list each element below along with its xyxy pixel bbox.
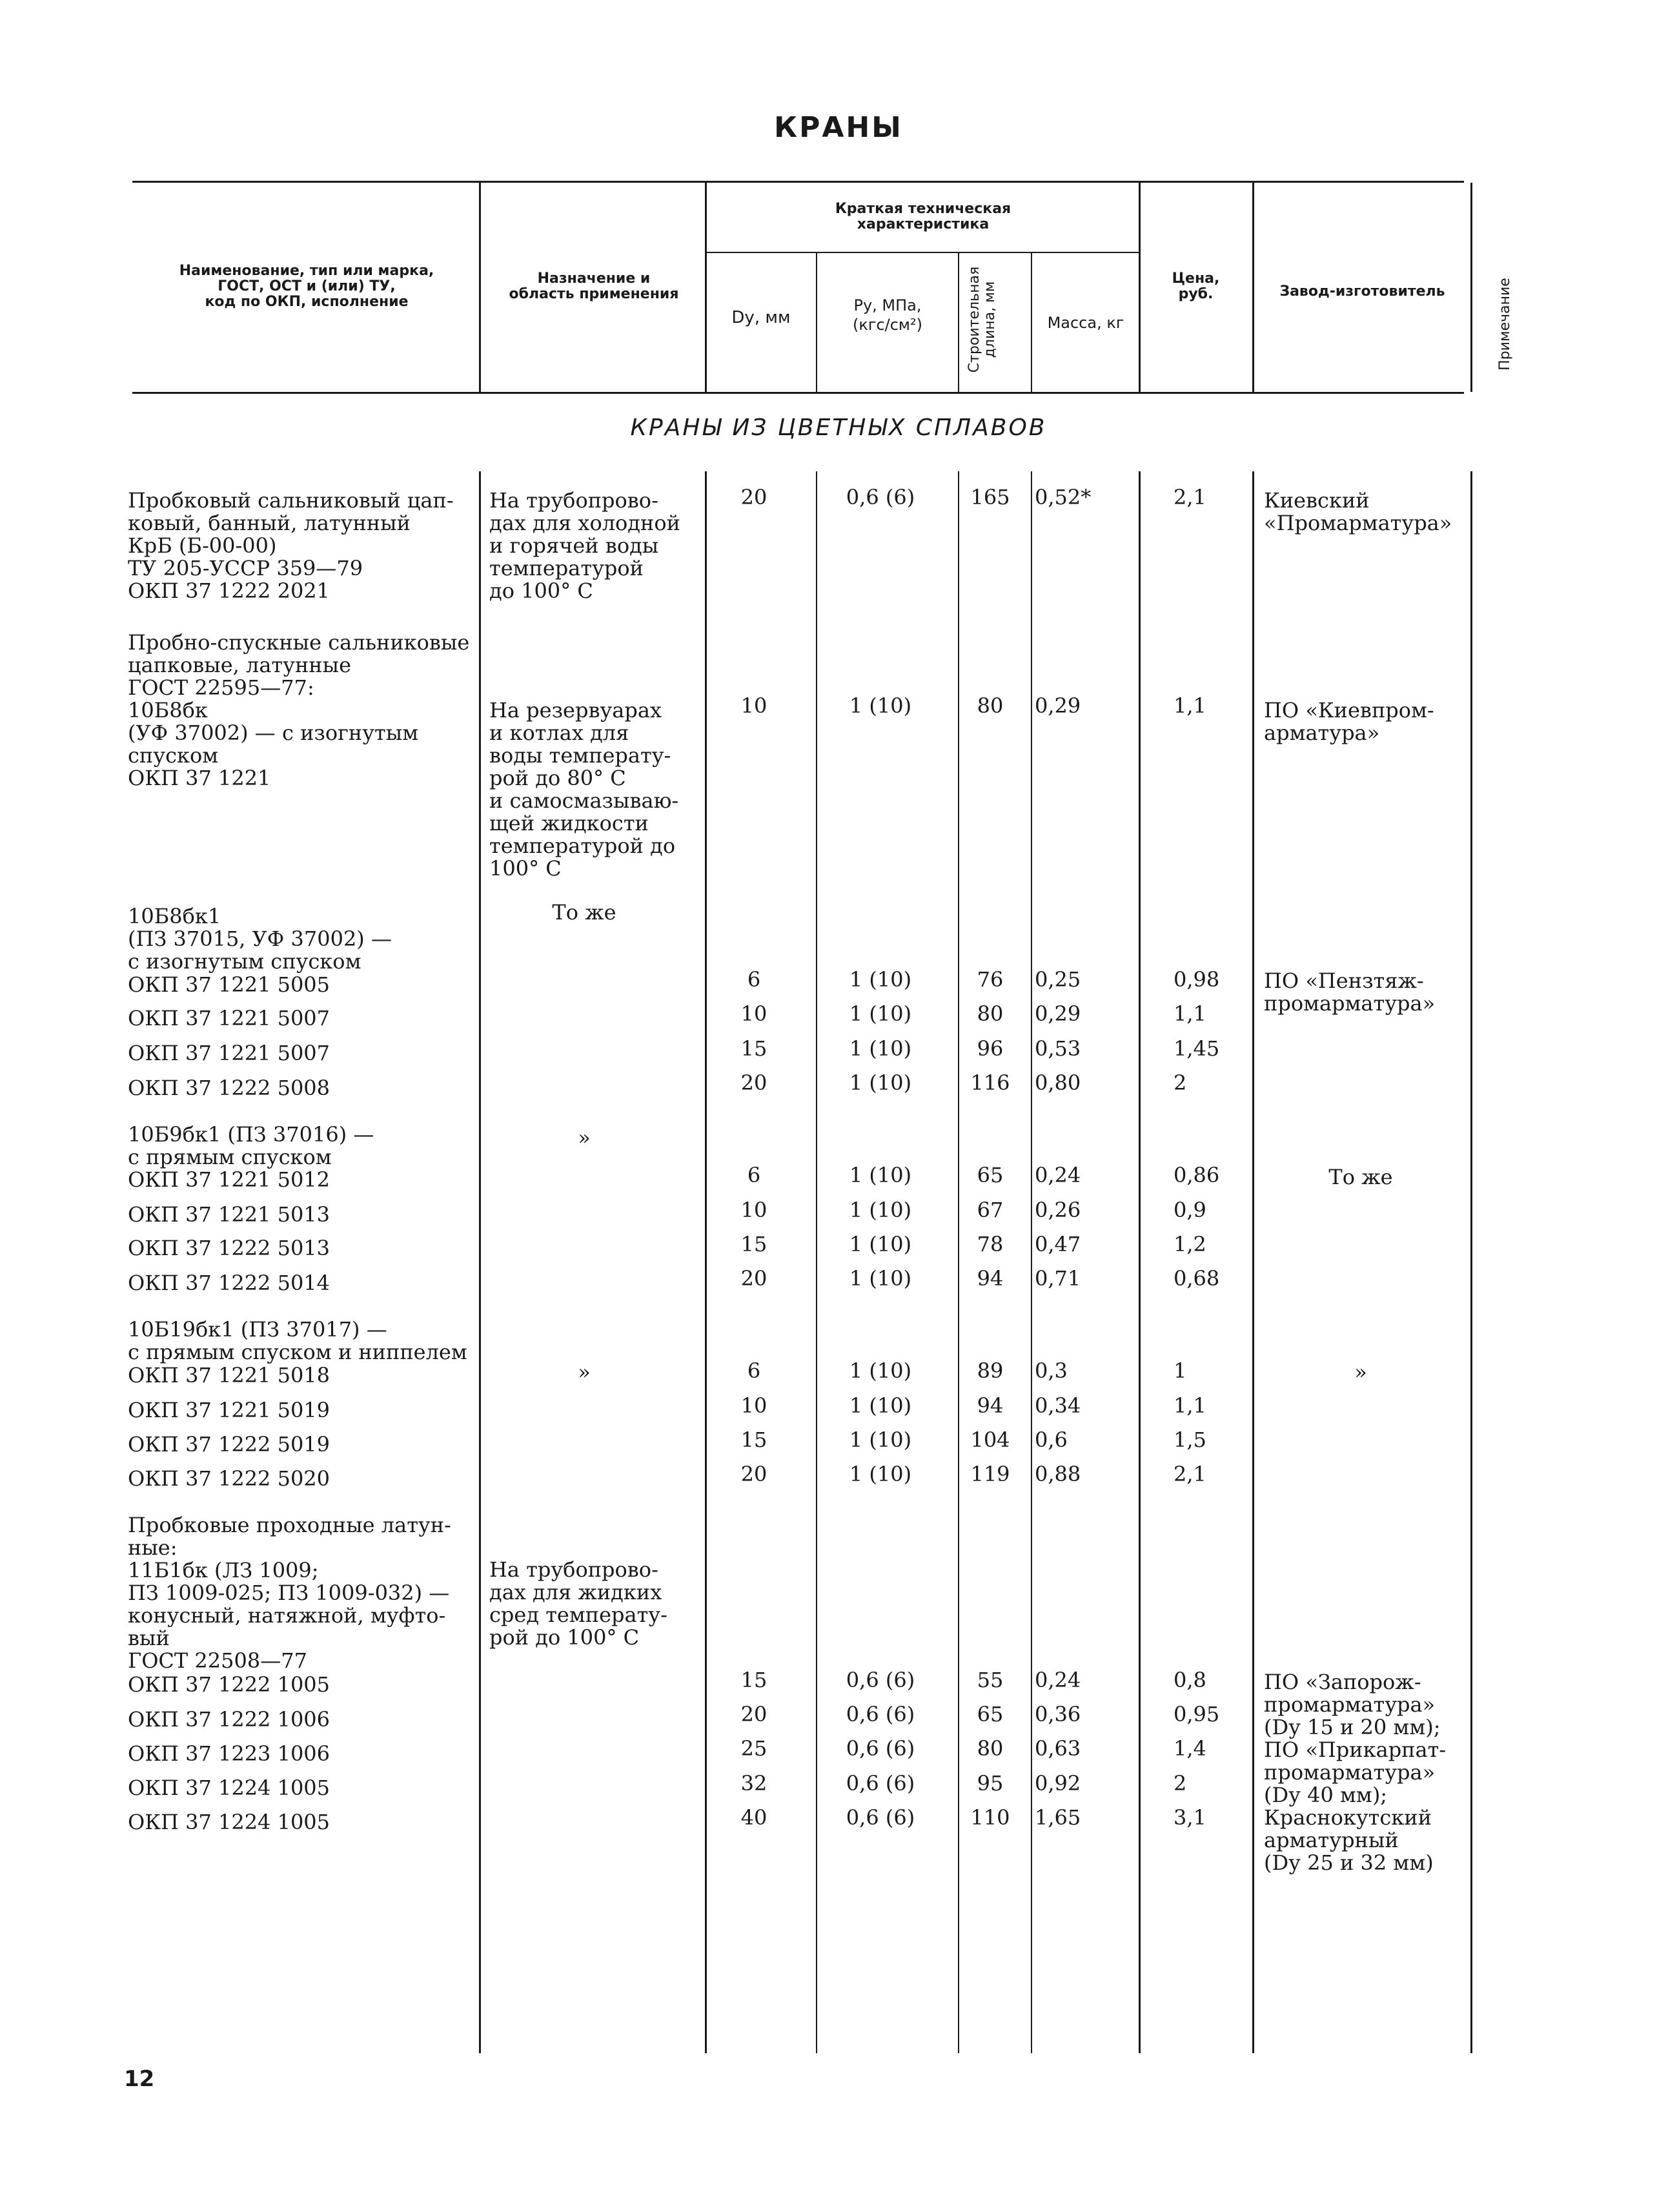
header-divider — [1031, 252, 1032, 392]
row-py: 1 (10) — [849, 1462, 912, 1486]
row-price: 0,86 — [1174, 1163, 1220, 1187]
row-dy: 6 — [747, 967, 761, 992]
row-mass: 0,71 — [1035, 1266, 1081, 1291]
header-divider — [1252, 183, 1254, 392]
row-length: 96 — [977, 1036, 1004, 1061]
row-py: 1 (10) — [849, 1198, 912, 1222]
row-py: 0,6 (6) — [846, 1702, 915, 1726]
column-divider — [479, 471, 481, 2053]
row-name: ОКП 37 1221 5018 — [128, 1363, 330, 1388]
row-mass: 0,24 — [1035, 1668, 1081, 1692]
row-name: ОКП 37 1223 1006 — [128, 1741, 330, 1766]
row-py: 1 (10) — [849, 967, 912, 992]
row-name: ОКП 37 1222 1005 — [128, 1672, 330, 1697]
row-mass: 1,65 — [1035, 1805, 1081, 1830]
row-dy: 20 — [740, 1462, 767, 1486]
row-mass: 0,88 — [1035, 1462, 1081, 1486]
header-maker: Завод-изготовитель — [1279, 283, 1445, 300]
row-length: 94 — [977, 1266, 1004, 1291]
row-length: 67 — [977, 1198, 1004, 1222]
row-length: 95 — [977, 1771, 1004, 1796]
row-mass: 0,92 — [1035, 1771, 1081, 1796]
header-purpose: Назначение и область применения — [509, 271, 679, 302]
header-note: Примечание — [1497, 278, 1513, 371]
header-divider — [705, 183, 707, 392]
row-length: 78 — [977, 1232, 1004, 1256]
row-dy: 15 — [740, 1668, 767, 1692]
row-name: ОКП 37 1221 5013 — [128, 1202, 330, 1227]
row-price: 0,8 — [1174, 1668, 1206, 1692]
row-py: 1 (10) — [849, 693, 912, 718]
row-mass: 0,52* — [1035, 485, 1092, 509]
row-maker: То же — [1328, 1165, 1393, 1189]
row-mass: 0,80 — [1035, 1070, 1081, 1095]
row-length: 80 — [977, 1001, 1004, 1026]
tech-subheader-rule — [705, 252, 1139, 253]
column-divider — [1470, 471, 1472, 2053]
row-py: 1 (10) — [849, 1428, 912, 1452]
header-divider — [816, 252, 817, 392]
row-name: ОКП 37 1221 5012 — [128, 1167, 330, 1192]
page-title: КРАНЫ — [774, 111, 903, 144]
row-price: 0,68 — [1174, 1266, 1220, 1291]
row-length: 89 — [977, 1358, 1004, 1383]
row-mass: 0,6 — [1035, 1428, 1068, 1452]
row-dy: 20 — [740, 1702, 767, 1726]
row-mass: 0,34 — [1035, 1393, 1081, 1418]
row-purpose: На резервуарах и котлах для воды температу- рой до 80° С и самосмазываю- щей жидкости температурой до 100° С — [489, 698, 679, 881]
row-py: 0,6 (6) — [846, 1771, 915, 1796]
row-dy: 15 — [740, 1036, 767, 1061]
row-dy: 15 — [740, 1428, 767, 1452]
row-mass: 0,53 — [1035, 1036, 1081, 1061]
row-name: ОКП 37 1221 5019 — [128, 1398, 330, 1422]
header-top-rule — [132, 181, 1464, 183]
row-dy: 25 — [740, 1736, 767, 1761]
row-py: 1 (10) — [849, 1163, 912, 1187]
page-number: 12 — [124, 2066, 155, 2092]
row-length: 80 — [977, 1736, 1004, 1761]
row-mass: 0,3 — [1035, 1358, 1068, 1383]
row-py: 1 (10) — [849, 1266, 912, 1291]
row-price: 1,4 — [1174, 1736, 1206, 1761]
header-divider — [958, 252, 959, 392]
row-price: 2 — [1174, 1771, 1187, 1796]
header-dy: Dу, мм — [731, 308, 791, 327]
row-name: ОКП 37 1221 5007 — [128, 1006, 330, 1030]
row-mass: 0,29 — [1035, 693, 1081, 718]
header-divider — [1470, 183, 1472, 392]
row-dy: 10 — [740, 1001, 767, 1026]
row-name: Пробковый сальниковый цап- ковый, банный, латунный КрБ (Б-00-00) ТУ 205-УССР 359—79 ОКП 37 1222 2021 — [128, 488, 454, 603]
row-dy: 10 — [740, 693, 767, 718]
row-price: 1,5 — [1174, 1428, 1206, 1452]
row-name: Пробно-спускные сальниковые цапковые, латунные ГОСТ 22595—77: — [128, 630, 470, 700]
row-mass: 0,63 — [1035, 1736, 1081, 1761]
row-dy: 20 — [740, 1070, 767, 1095]
row-py: 1 (10) — [849, 1393, 912, 1418]
row-dy: 40 — [740, 1805, 767, 1830]
row-purpose: » — [578, 1360, 591, 1384]
row-price: 0,98 — [1174, 967, 1220, 992]
header-divider — [479, 183, 481, 392]
row-price: 0,9 — [1174, 1198, 1206, 1222]
row-name: Пробковые проходные латун- ные: 11Б1бк (ЛЗ 1009; ПЗ 1009-025; ПЗ 1009-032) — конусный, натяжной, муфто- вый ГОСТ 22508—77 — [128, 1513, 451, 1673]
row-name: ОКП 37 1222 5013 — [128, 1236, 330, 1260]
row-mass: 0,26 — [1035, 1198, 1081, 1222]
row-maker: ПО «Пензтяж- промарматура» — [1264, 968, 1436, 1016]
row-dy: 10 — [740, 1393, 767, 1418]
header-price: Цена, руб. — [1172, 271, 1220, 302]
row-price: 2,1 — [1174, 485, 1206, 509]
header-name: Наименование, тип или марка, ГОСТ, ОСТ и (или) ТУ, код по ОКП, исполнение — [179, 263, 434, 310]
row-name: 10Б19бк1 (ПЗ 37017) — с прямым спуском и ниппелем — [128, 1317, 467, 1364]
header-length: Строительная длина, мм — [966, 266, 998, 373]
row-length: 55 — [977, 1668, 1004, 1692]
row-maker: » — [1354, 1360, 1367, 1384]
row-length: 116 — [970, 1070, 1010, 1095]
row-mass: 0,29 — [1035, 1001, 1081, 1026]
row-purpose: » — [578, 1125, 591, 1150]
row-price: 1,1 — [1174, 1393, 1206, 1418]
row-name: ОКП 37 1224 1005 — [128, 1810, 330, 1834]
row-name: 10Б8бк1 (ПЗ 37015, УФ 37002) — с изогнутым спуском — [128, 904, 392, 974]
column-divider — [1139, 471, 1141, 2053]
row-maker: ПО «Запорож- промарматура» (Dу 15 и 20 мм); ПО «Прикарпат- промарматура» (Dу 40 мм); Краснокутский арматурный (Dу 25 и 32 мм) — [1264, 1670, 1447, 1875]
row-price: 1,1 — [1174, 1001, 1206, 1026]
row-price: 1,45 — [1174, 1036, 1220, 1061]
row-name: ОКП 37 1222 5019 — [128, 1432, 330, 1457]
header-bottom-rule — [132, 392, 1464, 394]
row-price: 2 — [1174, 1070, 1187, 1095]
row-price: 0,95 — [1174, 1702, 1220, 1726]
row-dy: 20 — [740, 1266, 767, 1291]
row-dy: 6 — [747, 1163, 761, 1187]
header-py: Pу, МПа, (кгс/см²) — [852, 296, 923, 334]
row-py: 0,6 (6) — [846, 1736, 915, 1761]
row-name: ОКП 37 1222 1006 — [128, 1707, 330, 1732]
row-dy: 6 — [747, 1358, 761, 1383]
row-py: 1 (10) — [849, 1001, 912, 1026]
column-divider — [1031, 471, 1032, 2053]
row-py: 0,6 (6) — [846, 1805, 915, 1830]
section-title: КРАНЫ ИЗ ЦВЕТНЫХ СПЛАВОВ — [630, 415, 1047, 441]
row-price: 1,2 — [1174, 1232, 1206, 1256]
row-dy: 10 — [740, 1198, 767, 1222]
header-tech: Краткая техническая характеристика — [835, 201, 1011, 232]
row-dy: 20 — [740, 485, 767, 509]
row-dy: 15 — [740, 1232, 767, 1256]
row-length: 94 — [977, 1393, 1004, 1418]
row-name: ОКП 37 1221 5007 — [128, 1041, 330, 1065]
row-length: 110 — [970, 1805, 1010, 1830]
row-mass: 0,24 — [1035, 1163, 1081, 1187]
header-mass: Масса, кг — [1047, 314, 1124, 332]
row-name: 10Б8бк (УФ 37002) — с изогнутым спуском ОКП 37 1221 — [128, 698, 419, 790]
row-purpose: На трубопрово- дах для холодной и горячей воды температурой до 100° С — [489, 488, 680, 603]
row-mass: 0,47 — [1035, 1232, 1081, 1256]
row-name: ОКП 37 1222 5008 — [128, 1076, 330, 1100]
row-price: 1,1 — [1174, 693, 1206, 718]
row-name: ОКП 37 1221 5005 — [128, 972, 330, 997]
row-py: 1 (10) — [849, 1036, 912, 1061]
header-divider — [1139, 183, 1141, 392]
row-mass: 0,36 — [1035, 1702, 1081, 1726]
row-py: 1 (10) — [849, 1070, 912, 1095]
row-price: 2,1 — [1174, 1462, 1206, 1486]
row-length: 76 — [977, 967, 1004, 992]
row-purpose: На трубопрово- дах для жидких сред температу- рой до 100° С — [489, 1557, 667, 1650]
row-purpose: То же — [552, 900, 616, 925]
row-maker: Киевский «Промарматура» — [1264, 488, 1452, 535]
row-name: ОКП 37 1222 5014 — [128, 1271, 330, 1295]
row-length: 104 — [970, 1428, 1010, 1452]
row-py: 1 (10) — [849, 1358, 912, 1383]
row-price: 3,1 — [1174, 1805, 1206, 1830]
row-length: 165 — [970, 485, 1010, 509]
row-py: 1 (10) — [849, 1232, 912, 1256]
row-dy: 32 — [740, 1771, 767, 1796]
row-length: 65 — [977, 1702, 1004, 1726]
row-length: 119 — [970, 1462, 1010, 1486]
row-mass: 0,25 — [1035, 967, 1081, 992]
row-py: 0,6 (6) — [846, 1668, 915, 1692]
row-price: 1 — [1174, 1358, 1187, 1383]
row-length: 65 — [977, 1163, 1004, 1187]
row-name: ОКП 37 1222 5020 — [128, 1466, 330, 1491]
row-length: 80 — [977, 693, 1004, 718]
row-name: ОКП 37 1224 1005 — [128, 1776, 330, 1800]
row-maker: ПО «Киевпром- арматура» — [1264, 698, 1434, 745]
row-name: 10Б9бк1 (ПЗ 37016) — с прямым спуском — [128, 1122, 374, 1169]
row-py: 0,6 (6) — [846, 485, 915, 509]
